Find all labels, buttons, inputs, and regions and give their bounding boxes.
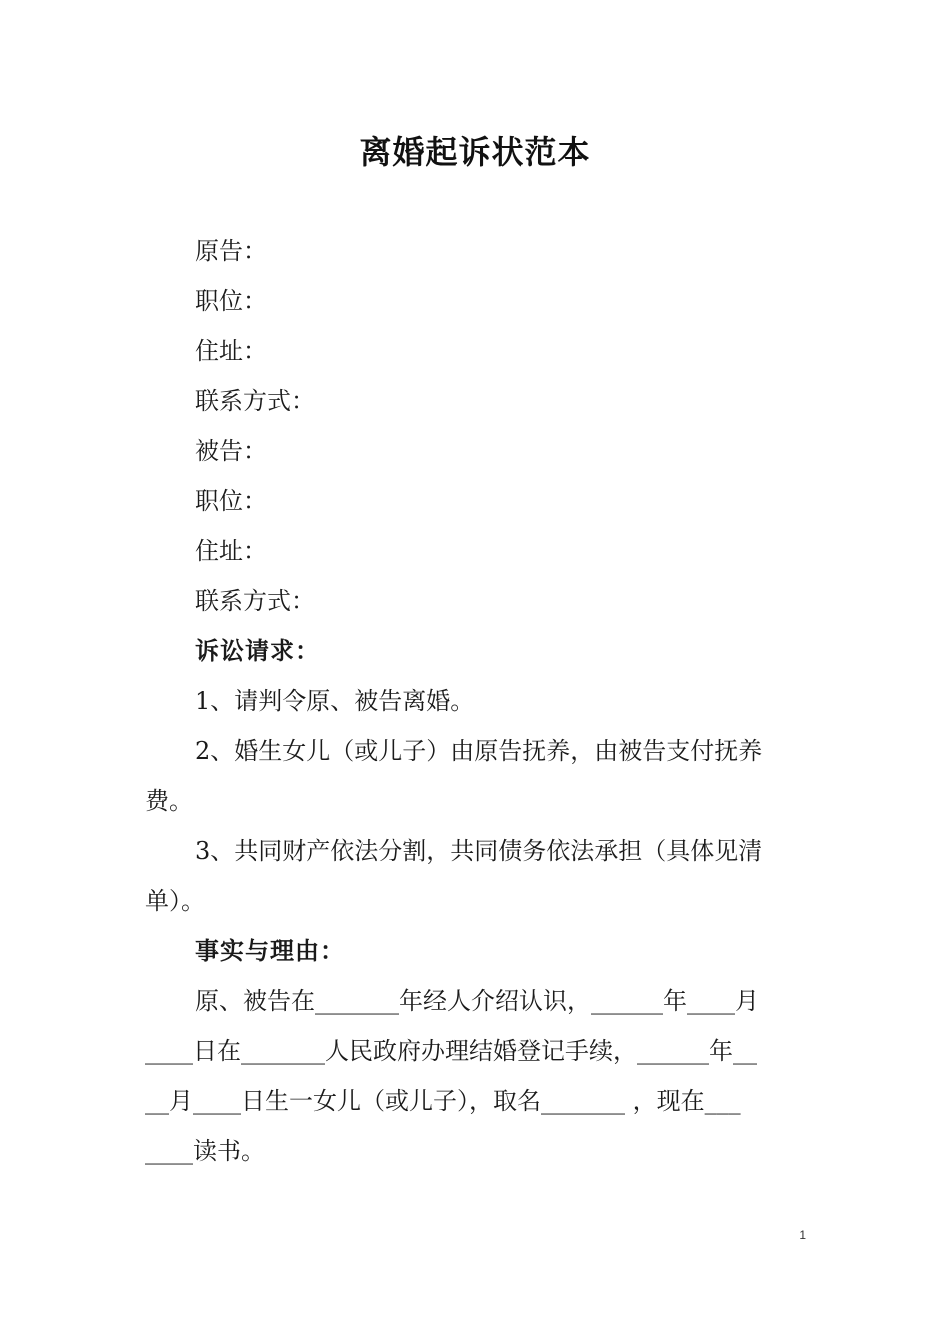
page-number: 1 <box>799 1228 806 1242</box>
claims-heading: 诉讼请求： <box>195 637 320 665</box>
plaintiff-address-label: 住址： <box>195 337 267 365</box>
plaintiff-contact-label: 联系方式： <box>195 387 315 415</box>
facts-line-1: 原、被告在_______年经人介绍认识，______年____月 <box>195 987 759 1015</box>
plaintiff-position-label: 职位： <box>195 287 267 315</box>
defendant-contact-label: 联系方式： <box>195 587 315 615</box>
plaintiff-name-label: 原告： <box>195 237 267 265</box>
claim-item-2-line-2: 费。 <box>145 787 193 815</box>
claim-item-3-line-1: 3、共同财产依法分割，共同债务依法承担（具体见清 <box>195 837 763 865</box>
facts-line-2: ____日在_______人民政府办理结婚登记手续，______年__ <box>145 1037 757 1065</box>
defendant-address-label: 住址： <box>195 537 267 565</box>
facts-line-4: ____读书。 <box>145 1137 265 1165</box>
facts-line-3: __月____日生一女儿（或儿子），取名_______ ，现在___ <box>145 1087 741 1115</box>
facts-heading: 事实与理由： <box>195 937 345 965</box>
document-title: 离婚起诉状范本 <box>359 133 591 171</box>
claim-item-1: 1、请判令原、被告离婚。 <box>195 687 475 715</box>
defendant-name-label: 被告： <box>195 437 267 465</box>
defendant-position-label: 职位： <box>195 487 267 515</box>
claim-item-2-line-1: 2、婚生女儿（或儿子）由原告抚养，由被告支付抚养 <box>195 737 763 765</box>
claim-item-3-line-2: 单）。 <box>145 887 205 915</box>
